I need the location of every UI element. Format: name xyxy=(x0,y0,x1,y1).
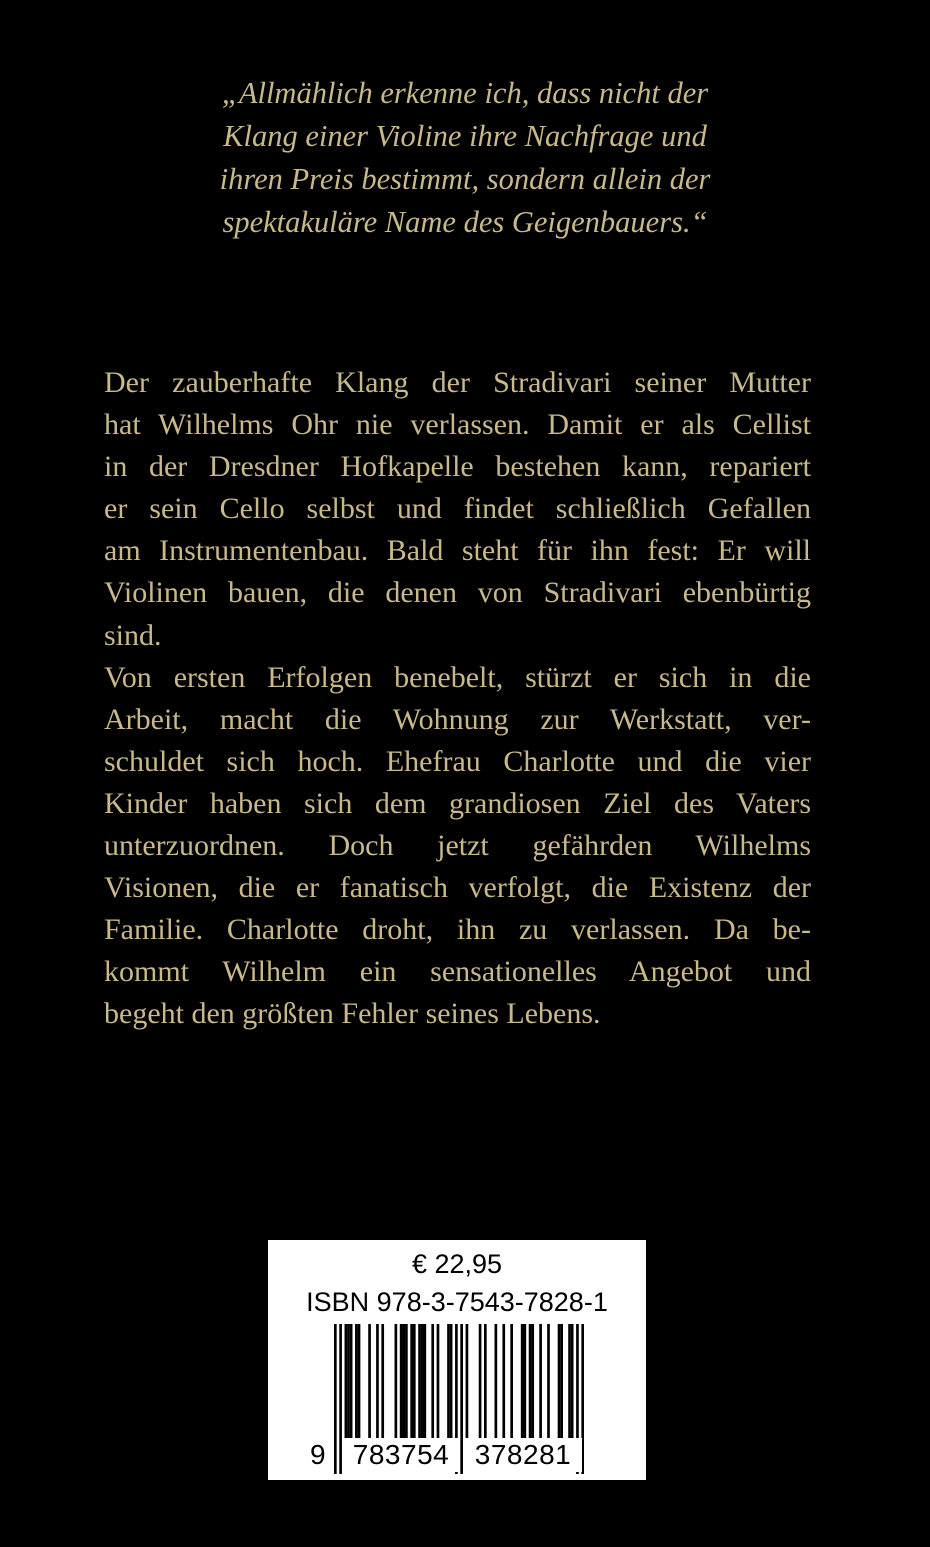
blurb-line: schuldet sich hoch. Ehefrau Charlotte und die vier xyxy=(104,744,811,778)
barcode-bar xyxy=(400,1324,403,1438)
quote-line: Klang einer Violine ihre Nachfrage und xyxy=(223,119,707,153)
barcode-bar xyxy=(395,1324,398,1438)
barcode-bar xyxy=(571,1324,574,1438)
blurb-line: Familie. Charlotte droht, ihn zu verlassen. Da be- xyxy=(104,913,811,947)
quote-line: „Allmählich erkenne ich, dass nicht der xyxy=(221,76,709,110)
barcode-bar xyxy=(402,1324,405,1438)
barcode-bar xyxy=(347,1324,350,1438)
barcode-digits-right: 378281 xyxy=(464,1438,582,1472)
blurb-line: er sein Cello selbst und findet schließlich Gefallen xyxy=(104,492,811,526)
blurb-line: Arbeit, macht die Wohnung zur Werkstatt, ver- xyxy=(104,702,811,736)
barcode-digits xyxy=(308,1438,608,1472)
blurb-line: Kinder haben sich dem grandiosen Ziel des Vaters xyxy=(104,786,811,820)
barcode-bar xyxy=(413,1324,416,1438)
barcode-bar xyxy=(558,1324,561,1438)
barcode-bar xyxy=(355,1324,358,1438)
barcode-bar xyxy=(484,1324,487,1438)
blurb-line: kommt Wilhelm ein sensationelles Angebot und xyxy=(104,955,811,989)
blurb-line: Visionen, die er fanatisch verfolgt, die Existenz der xyxy=(104,871,811,905)
barcode-bar xyxy=(350,1324,353,1438)
blurb-line: Von ersten Erfolgen benebelt, stürzt er sich in die xyxy=(104,660,811,694)
blurb-line: begeht den größten Fehler seines Lebens. xyxy=(104,997,601,1031)
barcode-bar xyxy=(423,1324,426,1438)
barcode-bar xyxy=(510,1324,513,1438)
blurb-line: in der Dresdner Hofkapelle bestehen kann, repariert xyxy=(104,450,811,484)
quote-line: ihren Preis bestimmt, sondern allein der xyxy=(219,162,711,196)
blurb-line: Der zauberhafte Klang der Stradivari seiner Mutter xyxy=(104,366,811,399)
barcode-label xyxy=(268,1240,646,1480)
blurb-line: hat Wilhelms Ohr nie verlassen. Damit er als Cellist xyxy=(104,408,811,442)
barcode-bar xyxy=(560,1324,563,1438)
barcode-bar xyxy=(466,1324,469,1438)
barcode-bar xyxy=(418,1324,421,1438)
cover-blurb xyxy=(104,362,811,1036)
barcode-bar xyxy=(479,1324,482,1438)
barcode-bar xyxy=(450,1324,453,1438)
price-label: € 22,95 xyxy=(411,1249,503,1279)
barcode-bar xyxy=(368,1324,371,1438)
isbn-label: ISBN 978-3-7543-7828-1 xyxy=(306,1287,608,1317)
barcode-bar xyxy=(531,1324,534,1438)
blurb-line: sind. xyxy=(104,618,162,652)
blurb-line: am Instrumentenbau. Bald steht für ihn fest: Er will xyxy=(104,534,811,568)
barcode-bar xyxy=(495,1324,498,1438)
barcode-bar xyxy=(431,1324,434,1438)
barcode-bar xyxy=(523,1324,526,1438)
barcode-digits-left: 783754 xyxy=(342,1438,460,1472)
barcode-bar xyxy=(381,1324,384,1438)
barcode-bar xyxy=(421,1324,424,1438)
barcode-bar xyxy=(521,1324,524,1438)
barcode-bar xyxy=(447,1324,450,1438)
barcode-bar xyxy=(345,1324,348,1438)
quote-line: spektakuläre Name des Geigenbauers.“ xyxy=(222,205,708,239)
barcode-bar xyxy=(405,1324,408,1438)
barcode-bar xyxy=(539,1324,542,1438)
barcode-bar xyxy=(568,1324,571,1438)
cover-quote xyxy=(160,72,770,244)
barcode-bar xyxy=(358,1324,361,1438)
blurb-line: Violinen bauen, die denen von Stradivari ebenbürtig xyxy=(104,576,811,610)
barcode-bar xyxy=(502,1324,505,1438)
blurb-line: unterzuordnen. Doch jetzt gefährden Wilhelms xyxy=(104,829,811,863)
barcode-bar xyxy=(376,1324,379,1438)
barcode-bar xyxy=(410,1324,413,1438)
barcode-bar xyxy=(529,1324,532,1438)
barcode-digit-first: 9 xyxy=(310,1439,326,1470)
barcode-bar xyxy=(437,1324,440,1438)
barcode-bar xyxy=(547,1324,550,1438)
